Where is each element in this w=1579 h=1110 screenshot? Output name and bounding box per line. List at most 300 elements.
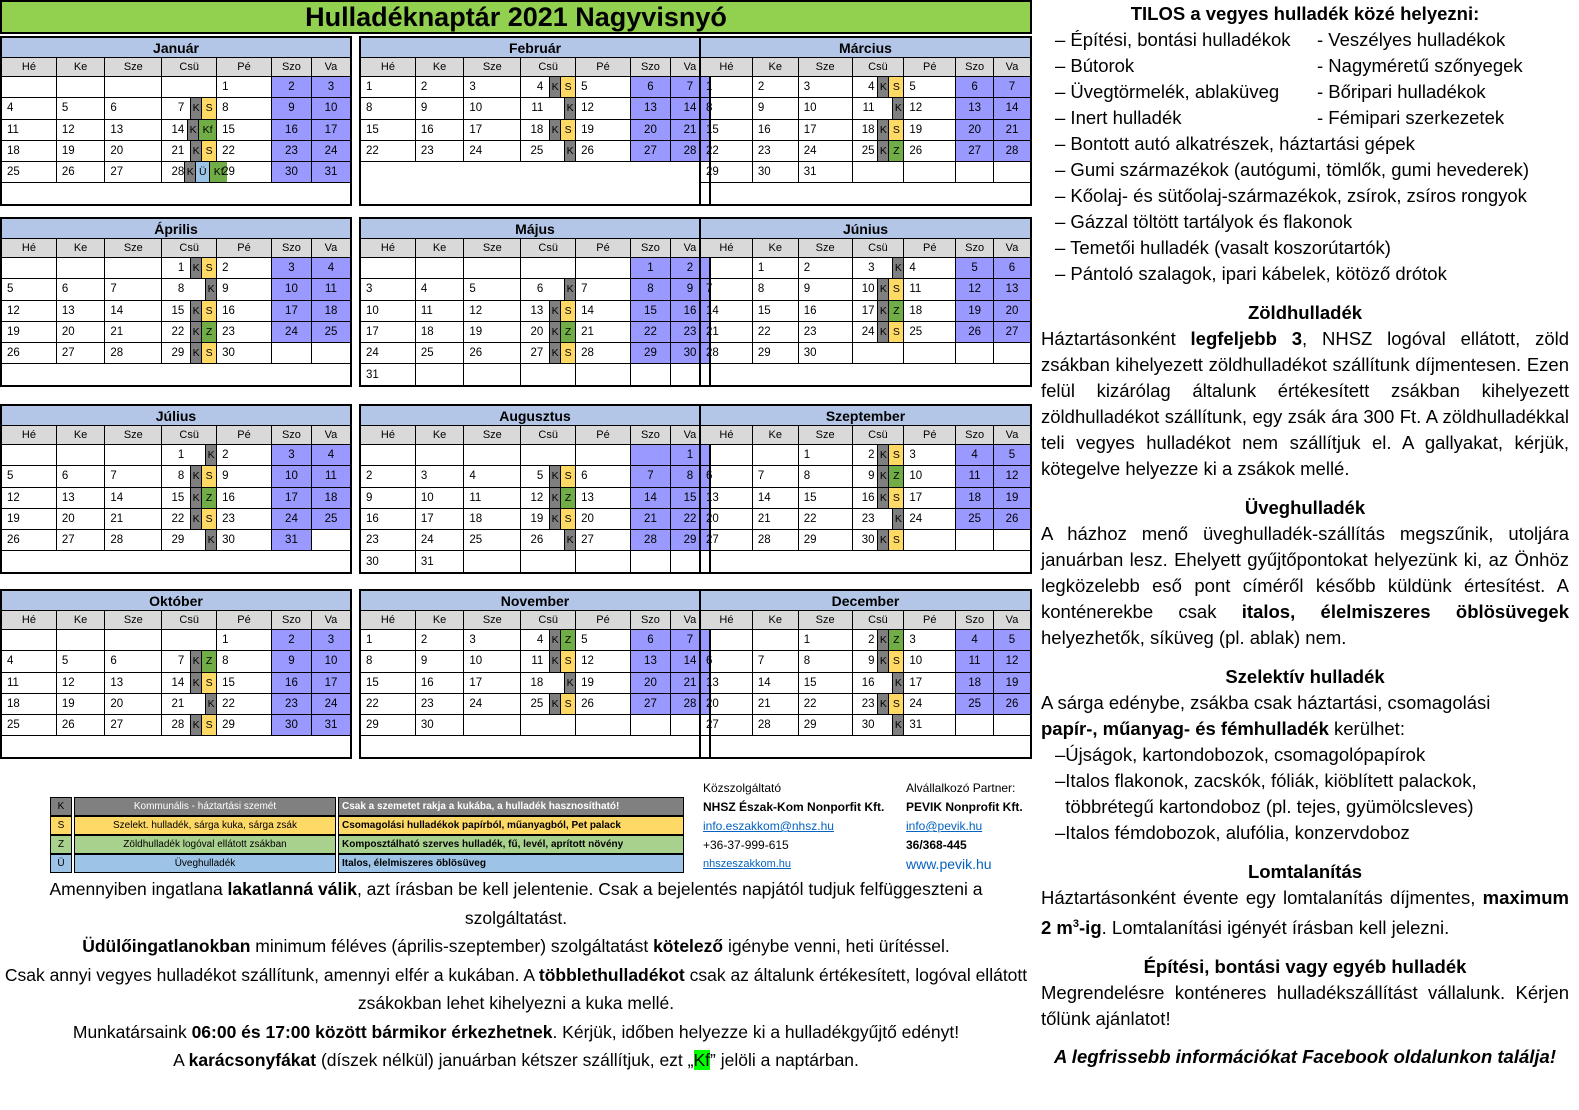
day-number: 2 [288, 634, 295, 647]
epit-title: Építési, bontási vagy egyéb hulladék [1143, 956, 1467, 978]
collection-tag-s: S [201, 509, 216, 529]
day-number: 15 [757, 304, 771, 317]
collection-tag-k: K [877, 279, 888, 299]
day-number: 18 [324, 304, 338, 317]
day-number: 1 [706, 81, 713, 94]
day-number: 25 [530, 698, 544, 711]
weekday-header [2, 58, 350, 77]
weekday-label: Hé [701, 239, 753, 257]
day-cell [312, 322, 350, 342]
empty-cell [576, 258, 631, 278]
day-number: 3 [868, 262, 875, 275]
day-cell [521, 343, 576, 363]
collection-tag-k: K [549, 77, 560, 97]
day-cell [105, 301, 162, 321]
month-name: Október [2, 591, 350, 611]
day-cell [576, 488, 631, 508]
provider-name: NHSZ Észak-Kom Nonporfit Kft. [703, 800, 885, 814]
day-number: 19 [61, 145, 75, 158]
day-cell [701, 694, 753, 714]
partner-email-link[interactable]: info@pevik.hu [906, 819, 983, 833]
day-number: 18 [530, 676, 544, 689]
day-number: 8 [706, 102, 713, 115]
weekday-label: Sze [799, 426, 853, 444]
day-number: 21 [683, 123, 697, 136]
weekday-label: Va [683, 429, 697, 441]
day-number: 13 [1005, 283, 1019, 296]
day-cell [312, 630, 350, 650]
collection-tag-k: K [205, 445, 216, 465]
collection-tag-s: S [560, 120, 575, 140]
day-number: 11 [909, 283, 922, 296]
day-cell [217, 343, 272, 363]
day-cell [162, 651, 217, 671]
provider-web-link[interactable]: nhszeszakkom.hu [703, 858, 792, 870]
day-cell [576, 651, 631, 671]
collection-tag-s: S [201, 98, 216, 118]
collection-tag-z: Z [888, 630, 903, 650]
legend-note: Csomagolási hulladékok papírból, műanyagból, Pet palack [338, 816, 684, 835]
day-number: 15 [706, 123, 719, 136]
day-number: 29 [757, 347, 771, 360]
week-row [2, 509, 350, 530]
notice-line-extra: Csak annyi vegyes hulladékot szállítunk, amennyi elfér a kukában. A többlethulladékot csak az általunk értékesített, logóval ellátott zsákokban lehet kihelyezni a kuka mellé. [4, 964, 1028, 1013]
week-row [361, 279, 709, 300]
collection-tag-k: K [877, 120, 888, 140]
day-cell [312, 301, 350, 321]
day-number: 11 [324, 470, 337, 483]
week-row [701, 488, 1030, 509]
day-cell [631, 77, 671, 97]
day-cell [956, 98, 994, 118]
collection-tag-k: K [877, 488, 888, 508]
week-row [361, 141, 709, 162]
day-cell [361, 530, 416, 550]
week-row [701, 343, 1030, 364]
week-row [701, 141, 1030, 162]
weekday-label: Pé [904, 611, 956, 629]
day-number: 20 [61, 326, 75, 339]
month-name: Január [2, 38, 350, 58]
weekday-label: Va [324, 242, 338, 254]
week-row [2, 630, 350, 651]
week-row [361, 301, 709, 322]
weekday-label: Szo [631, 611, 671, 629]
weekday-label: Sze [105, 58, 162, 76]
day-number: 20 [1005, 304, 1019, 317]
day-cell [799, 120, 853, 140]
week-row [361, 343, 709, 364]
day-cell [631, 509, 671, 529]
month-name: Június [701, 219, 1030, 239]
day-number: 25 [324, 513, 338, 526]
notice-line-vacancy: Amennyiben ingatlana lakatlanná válik, azt írásban be kell jelentenie. Csak a bejelentés napjától tudjuk felfüggeszteni a szolgáltatást. [49, 879, 983, 928]
weekday-label: Ke [753, 426, 799, 444]
day-number: 13 [110, 676, 124, 689]
day-cell [312, 141, 350, 161]
day-cell [312, 651, 350, 671]
month-name: Július [2, 406, 350, 426]
tilos-item: – Üvegtörmelék, ablaküveg [1055, 81, 1280, 102]
weekday-label: Hé [701, 611, 753, 629]
day-number: 17 [909, 676, 923, 689]
day-number: 16 [861, 676, 875, 689]
uveg-text: A házhoz menő üveghulladék-szállítás megszűnik, utoljára januárban lesz. Ehelyett gyűjtőpontokat helyezünk ki, az Önhöz legközelebb eső pont címéről később küldünk értesítést. A konténerekbe csak italos, élelmiszeres öblösüvegek helyezhetők, síküveg (pl. ablak) nem. [1041, 523, 1569, 648]
week-row [701, 258, 1030, 279]
collection-tag-k: K [190, 343, 201, 363]
day-cell [576, 530, 631, 550]
weekday-label: Szo [631, 239, 671, 257]
collection-tag-z: Z [888, 301, 903, 321]
day-number: 21 [171, 145, 185, 158]
day-cell [853, 673, 905, 693]
day-cell [416, 673, 465, 693]
collection-tag-s: S [560, 694, 575, 714]
day-cell [272, 258, 312, 278]
day-number: 27 [1005, 326, 1019, 339]
day-number: 23 [222, 326, 235, 339]
tilos-item: – Bontott autó alkatrészek, háztartási gépek [1055, 133, 1415, 154]
day-cell [631, 98, 671, 118]
day-number: 21 [757, 513, 771, 526]
day-number: 12 [909, 102, 923, 115]
day-number: 19 [61, 698, 75, 711]
day-cell [956, 77, 994, 97]
legend-code: Ü [50, 854, 72, 873]
week-row [361, 694, 709, 715]
collection-tag-k: K [190, 301, 201, 321]
day-number: 11 [7, 676, 19, 689]
day-cell [853, 120, 905, 140]
collection-tag-s: S [560, 466, 575, 486]
weekday-label: Hé [361, 426, 416, 444]
day-cell [631, 488, 671, 508]
week-row [2, 301, 350, 322]
day-cell [416, 509, 465, 529]
weekday-label: Csü [162, 239, 217, 257]
empty-cell [312, 343, 350, 363]
tilos-item: – Kőolaj- és sütőolaj-származékok, zsírok, zsíros rongyok [1055, 185, 1527, 206]
day-cell [57, 279, 106, 299]
day-number: 21 [683, 676, 697, 689]
partner-info [906, 779, 1036, 874]
week-row [701, 120, 1030, 141]
weekday-label: Ke [57, 611, 106, 629]
tilos-item: – Gázzal töltött tartályok és flakonok [1055, 211, 1353, 232]
day-number: 31 [909, 719, 923, 732]
day-number: 6 [647, 634, 654, 647]
collection-tag-s: S [888, 694, 903, 714]
day-number: 22 [171, 513, 185, 526]
day-number: 30 [222, 347, 235, 360]
day-cell [312, 466, 350, 486]
month-március [699, 36, 1032, 206]
day-number: 10 [324, 655, 338, 668]
day-number: 19 [1005, 491, 1019, 504]
day-number: 26 [968, 326, 981, 339]
weekday-label: Szo [272, 239, 312, 257]
day-cell [799, 715, 853, 735]
day-number: 17 [861, 304, 875, 317]
month-február [359, 36, 711, 206]
day-cell [753, 715, 799, 735]
day-number: 6 [647, 81, 654, 94]
legend-code: Z [50, 835, 72, 854]
day-cell [105, 279, 162, 299]
day-number: 3 [469, 634, 476, 647]
empty-cell [521, 364, 576, 384]
day-number: 7 [110, 470, 117, 483]
day-cell [361, 301, 416, 321]
epit-text: Megrendelésre konténeres hulladékszállítást vállalunk. Kérjen tőlünk ajánlatot! [1041, 982, 1569, 1030]
day-cell [956, 694, 994, 714]
day-number: 25 [469, 534, 483, 547]
day-number: 1 [647, 262, 654, 275]
day-cell [753, 651, 799, 671]
day-number: 12 [581, 102, 594, 115]
week-row [361, 120, 709, 141]
day-cell [799, 77, 853, 97]
tilos-item: - Fémipari szerkezetek [1317, 107, 1505, 128]
day-number: 9 [288, 655, 295, 668]
day-number: 11 [324, 283, 337, 296]
weekday-label: Ke [416, 239, 465, 257]
day-number: 30 [683, 347, 697, 360]
day-number: 14 [110, 304, 124, 317]
empty-cell [416, 364, 465, 384]
day-cell [904, 651, 956, 671]
day-number: 11 [862, 102, 875, 115]
week-row [2, 141, 350, 162]
collection-tag-s: S [888, 530, 903, 550]
day-number: 26 [61, 719, 75, 732]
day-number: 9 [757, 102, 765, 115]
day-cell [753, 301, 799, 321]
month-szeptember [699, 404, 1032, 574]
weekday-label: Hé [2, 426, 57, 444]
day-number: 12 [7, 491, 20, 504]
day-cell [853, 694, 905, 714]
day-cell [105, 488, 162, 508]
month-name: Április [2, 219, 350, 239]
day-cell [994, 445, 1030, 465]
day-number: 22 [222, 698, 235, 711]
day-number: 18 [469, 513, 483, 526]
day-number: 25 [968, 513, 981, 526]
day-number: 19 [1005, 676, 1019, 689]
day-number: 24 [285, 513, 298, 526]
week-row [2, 530, 350, 551]
day-cell [2, 301, 57, 321]
weekday-label: Pé [904, 239, 956, 257]
day-cell [799, 98, 853, 118]
day-cell [904, 141, 956, 161]
lomt-title: Lomtalanítás [1247, 861, 1363, 882]
empty-cell [105, 630, 162, 650]
day-number: 16 [803, 304, 817, 317]
day-cell [956, 322, 994, 342]
day-cell [361, 651, 416, 671]
day-number: 17 [420, 513, 434, 526]
collection-tag-k: K [549, 322, 560, 342]
day-number: 5 [61, 655, 69, 668]
day-number: 21 [110, 513, 124, 526]
collection-tag-k: K [549, 466, 560, 486]
day-number: 13 [644, 102, 657, 115]
collection-tag-z: Z [201, 488, 216, 508]
day-number: 19 [581, 123, 594, 136]
day-number: 23 [861, 698, 875, 711]
day-number: 5 [7, 470, 14, 483]
day-cell [521, 120, 576, 140]
weekday-header [361, 611, 709, 630]
day-number: 25 [420, 347, 434, 360]
day-cell [576, 98, 631, 118]
day-number: 4 [971, 449, 978, 462]
empty-cell [631, 551, 671, 571]
day-number: 20 [968, 123, 981, 136]
month-január [0, 36, 352, 206]
empty-cell [521, 715, 576, 735]
day-cell [994, 301, 1030, 321]
collection-tag-s: S [201, 141, 216, 161]
day-cell [217, 120, 272, 140]
day-number: 24 [324, 145, 338, 158]
day-cell [853, 530, 905, 550]
day-number: 15 [683, 491, 697, 504]
day-cell [312, 279, 350, 299]
day-number: 16 [222, 304, 235, 317]
day-number: 28 [110, 347, 124, 360]
day-number: 18 [968, 676, 981, 689]
collection-tag-k: K [892, 673, 903, 693]
day-cell [701, 530, 753, 550]
day-number: 21 [757, 698, 771, 711]
empty-cell [2, 630, 57, 650]
empty-cell [576, 715, 631, 735]
szel-list [1041, 742, 1569, 846]
collection-tag-z: Z [888, 141, 903, 161]
day-number: 10 [285, 283, 298, 296]
provider-email-link[interactable]: info.eszakkom@nhsz.hu [703, 819, 834, 833]
week-row [701, 322, 1030, 343]
day-cell [416, 141, 465, 161]
week-row [2, 343, 350, 364]
collection-tag-k: K [190, 715, 201, 735]
day-number: 22 [366, 145, 379, 158]
collection-tag-z: Z [560, 630, 575, 650]
day-cell [994, 488, 1030, 508]
collection-tag-k: K [564, 98, 575, 118]
collection-tag-k: K [564, 141, 575, 161]
collection-tag-k: K [187, 120, 198, 140]
day-number: 14 [171, 676, 185, 689]
day-cell [464, 120, 521, 140]
day-number: 31 [324, 166, 338, 179]
day-cell [416, 530, 465, 550]
partner-web-link[interactable]: www.pevik.hu [906, 856, 992, 872]
day-cell [994, 77, 1030, 97]
weekday-label: Ke [753, 58, 799, 76]
day-number: 10 [420, 491, 434, 504]
weekday-label: Sze [464, 611, 521, 629]
day-cell [904, 77, 956, 97]
day-number: 29 [706, 166, 719, 179]
day-cell [162, 301, 217, 321]
empty-cell [994, 162, 1030, 182]
day-cell [416, 343, 465, 363]
day-number: 3 [803, 81, 811, 94]
day-cell [57, 120, 106, 140]
day-number: 5 [469, 283, 476, 296]
day-number: 31 [366, 368, 379, 381]
day-cell [853, 630, 905, 650]
day-number: 22 [706, 145, 719, 158]
month-június [699, 217, 1032, 387]
szel-item: –Újságok, kartondobozok, csomagolópapírok [1055, 744, 1426, 765]
day-number: 15 [222, 676, 235, 689]
day-cell [312, 120, 350, 140]
day-cell [464, 651, 521, 671]
day-number: 8 [803, 655, 811, 668]
day-cell [57, 509, 106, 529]
empty-cell [162, 630, 217, 650]
day-number: 30 [285, 166, 298, 179]
day-cell [416, 651, 465, 671]
day-cell [361, 551, 416, 571]
day-cell [272, 77, 312, 97]
collection-tag-k: K [877, 322, 888, 342]
collection-tag-k: K [190, 651, 201, 671]
day-cell [631, 141, 671, 161]
day-number: 12 [1005, 470, 1019, 483]
day-number: 10 [909, 655, 923, 668]
day-cell [105, 343, 162, 363]
day-number: 8 [803, 470, 811, 483]
day-number: 10 [324, 102, 338, 115]
day-number: 25 [530, 145, 544, 158]
day-number: 7 [706, 283, 713, 296]
day-number: 16 [420, 676, 434, 689]
day-number: 17 [324, 123, 338, 136]
weekday-label: Szo [956, 239, 994, 257]
empty-cell [904, 162, 956, 182]
day-number: 13 [110, 123, 124, 136]
collection-tag-k: K [877, 630, 888, 650]
day-cell [956, 120, 994, 140]
day-cell [312, 258, 350, 278]
day-cell [57, 530, 106, 550]
day-number: 28 [683, 145, 697, 158]
day-number: 21 [171, 698, 185, 711]
day-number: 3 [288, 262, 295, 275]
day-number: 12 [1005, 655, 1019, 668]
day-number: 14 [757, 491, 771, 504]
weekday-label: Szo [272, 426, 312, 444]
weekday-label: Pé [217, 611, 272, 629]
weekday-label: Pé [576, 426, 631, 444]
day-number: 4 [327, 449, 335, 462]
weekday-label: Sze [105, 426, 162, 444]
day-number: 23 [366, 534, 379, 547]
collection-tag-k: K [877, 466, 888, 486]
empty-cell [312, 530, 350, 550]
day-cell [416, 279, 465, 299]
empty-cell [105, 258, 162, 278]
month-április [0, 217, 352, 387]
day-number: 17 [803, 123, 817, 136]
day-cell [701, 301, 753, 321]
